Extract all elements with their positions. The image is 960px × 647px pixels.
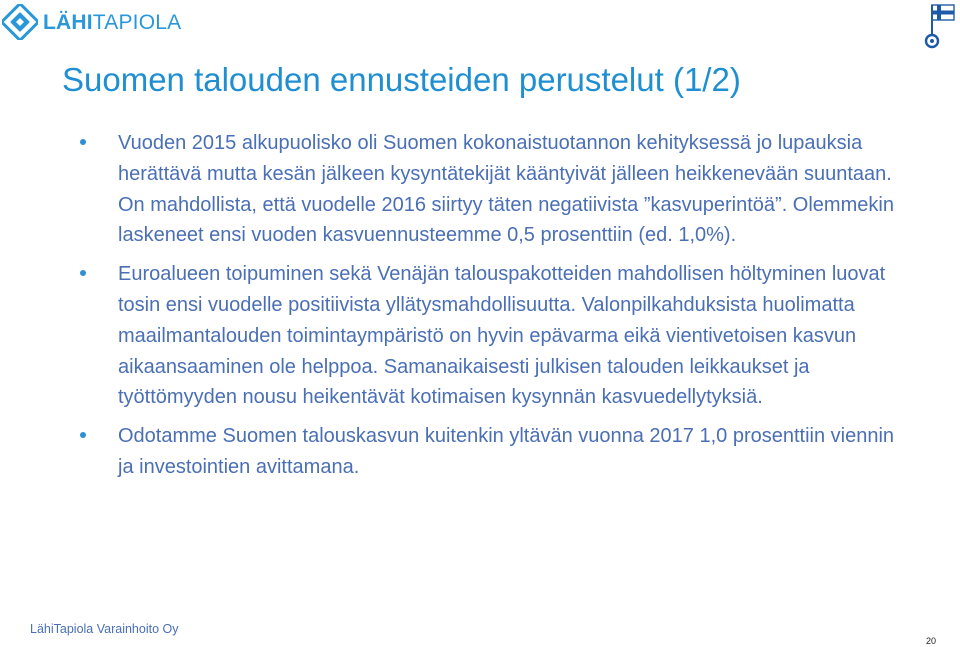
logo-wordmark-light: TAPIOLA <box>92 10 182 34</box>
page-number: 20 <box>926 636 937 646</box>
bullet-dot-icon <box>80 270 86 276</box>
lahitapiola-logo-icon <box>2 4 38 40</box>
bullet-list <box>80 128 910 483</box>
finnish-flag-key-icon <box>922 2 956 50</box>
bullet-text: Euroalueen toipuminen sekä Venäjän talouspakotteiden mahdollisen höltyminen luovat tosin ensi vuodelle positiivista yllätysmahdollisuutta. Valonpilkahduksista huolimatta maailmantalouden toimintaympäristö on hyvin epävarma eikä vientivetoisen kasvun aikaansaaminen ole helppoa. Samanaikaisesti julkisen talouden leikkaukset ja työttömyyden nousu heikentävät kotimaisen kysynnän kasvuedellytyksiä. <box>118 263 886 409</box>
bullet-dot-icon <box>80 432 86 438</box>
bullet-text: Vuoden 2015 alkupuolisko oli Suomen kokonaistuotannon kehityksessä jo lupauksia herättävä mutta kesän jälkeen kysyntätekijät kääntyivät jälleen heikkenevään suuntaan. On mahdollista, että vuodelle 2016 siirtyy täten negatiivista ”kasvuperintöä”. Olemmekin laskeneet ensi vuoden kasvuennusteemme 0,5 prosenttiin (ed. 1,0%). <box>118 132 894 247</box>
bullet-item <box>80 421 910 483</box>
bullet-item <box>80 259 910 413</box>
bullet-text: Odotamme Suomen talouskasvun kuitenkin yltävän vuonna 2017 1,0 prosenttiin viennin ja investointien avittamana. <box>118 425 895 478</box>
logo-wordmark-bold: LÄHI <box>43 10 93 34</box>
logo-wordmark <box>43 12 181 33</box>
slide-title: Suomen talouden ennusteiden perustelut (1/2) <box>62 61 741 98</box>
lahitapiola-logo <box>2 4 181 40</box>
bullet-dot-icon <box>80 139 86 145</box>
bullet-item <box>80 128 910 251</box>
footer-organization: LähiTapiola Varainhoito Oy <box>30 622 179 636</box>
